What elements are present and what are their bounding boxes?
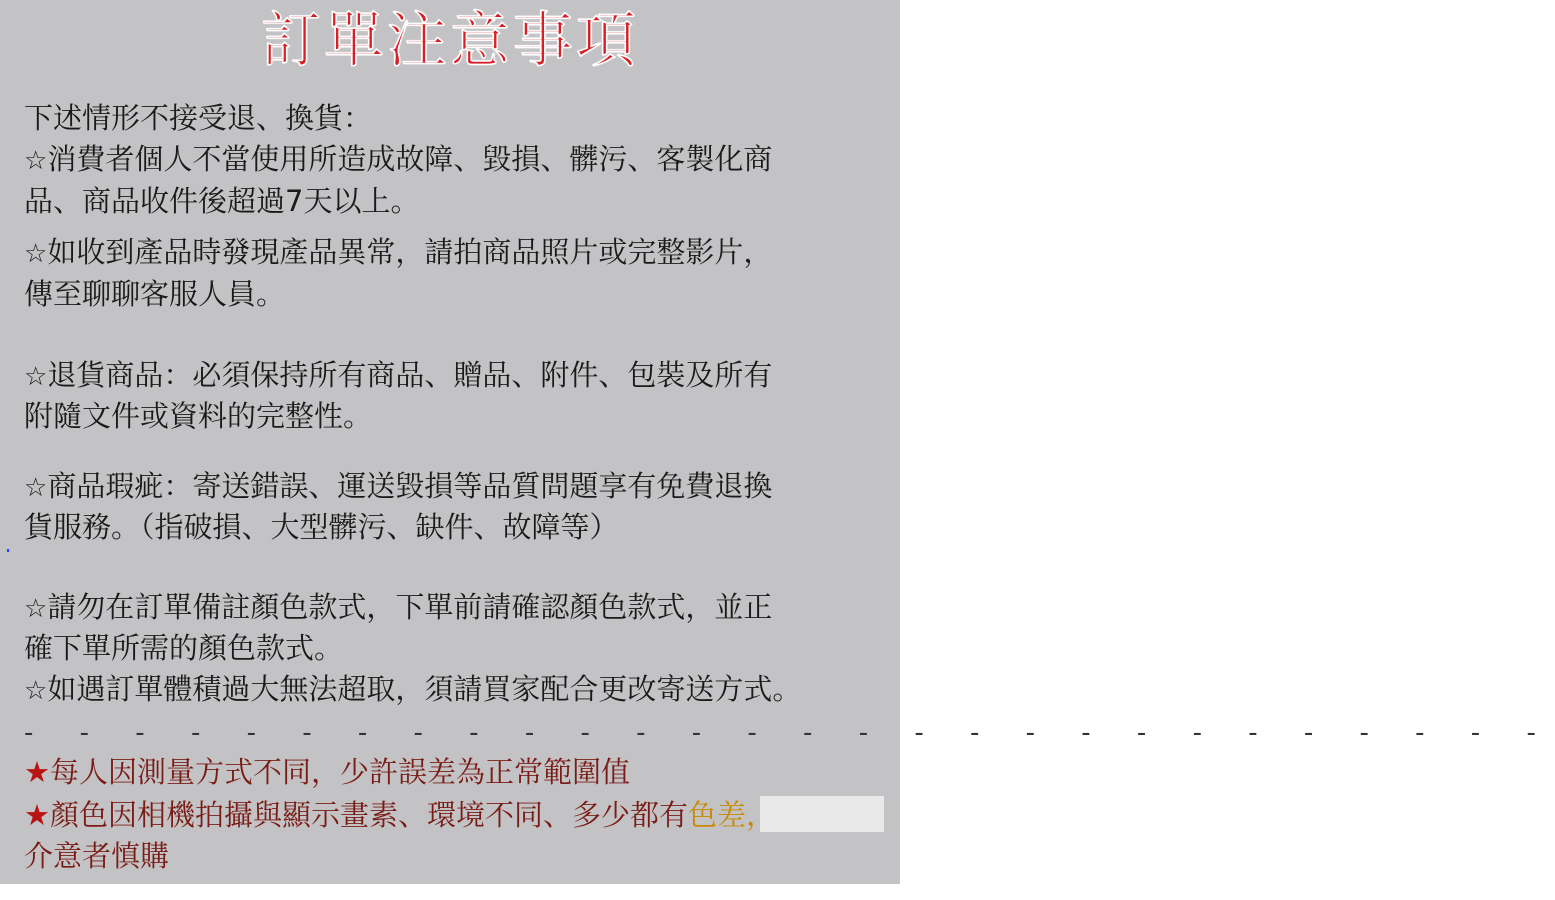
item-anomaly-line1: ☆如收到產品時發現產品異常，請拍商品照片或完整影片， (24, 235, 773, 269)
item-color-note-line2: 確下單所需的顏色款式。 (24, 631, 344, 665)
item-misuse-line2: 品、商品收件後超過7天以上。 (24, 184, 420, 218)
item-returns-line1: ☆退貨商品：必須保持所有商品、贈品、附件、包裝及所有 (24, 358, 773, 392)
item-misuse-line1: ☆消費者個人不當使用所造成故障、毀損、髒污、客製化商 (24, 142, 773, 176)
note-measure: ★每人因測量方式不同，少許誤差為正常範圍值 (24, 755, 631, 789)
item-defects-line1: ☆商品瑕疵：寄送錯誤、運送毀損等品質問題享有免費退換 (24, 469, 773, 503)
white-star-icon: ☆ (24, 594, 48, 624)
highlight-box (760, 796, 884, 832)
item-anomaly-line2: 傳至聊聊客服人員。 (24, 277, 286, 311)
white-star-icon: ☆ (24, 473, 48, 503)
section-divider: - - - - - - - - - - - - - - - - - - - - - - - - - - - - (24, 718, 1555, 748)
white-star-icon: ☆ (24, 676, 48, 706)
black-star-icon: ★ (24, 798, 50, 832)
white-star-icon: ☆ (24, 362, 48, 392)
white-star-icon: ☆ (24, 239, 48, 269)
page-title: 訂單注意事項 (261, 6, 639, 76)
stray-dot (7, 549, 9, 552)
item-color-note-line1: ☆請勿在訂單備註顏色款式，下單前請確認顏色款式，並正 (24, 590, 773, 624)
white-star-icon: ☆ (24, 146, 48, 176)
intro-text: 下述情形不接受退、換貨： (24, 101, 373, 135)
black-star-icon: ★ (24, 755, 50, 789)
note-color-difference-line1: ★顏色因相機拍攝與顯示畫素、環境不同、多少都有色差， (24, 798, 776, 832)
item-returns-line2: 附隨文件或資料的完整性。 (24, 399, 373, 433)
note-color-difference-line2: 介意者慎購 (24, 839, 170, 873)
item-oversize-line1: ☆如遇訂單體積過大無法超取，須請買家配合更改寄送方式。 (24, 672, 802, 706)
color-difference-highlight: 色差， (688, 798, 776, 832)
item-defects-line2: 貨服務。（指破損、大型髒污、缺件、故障等） (24, 510, 619, 544)
